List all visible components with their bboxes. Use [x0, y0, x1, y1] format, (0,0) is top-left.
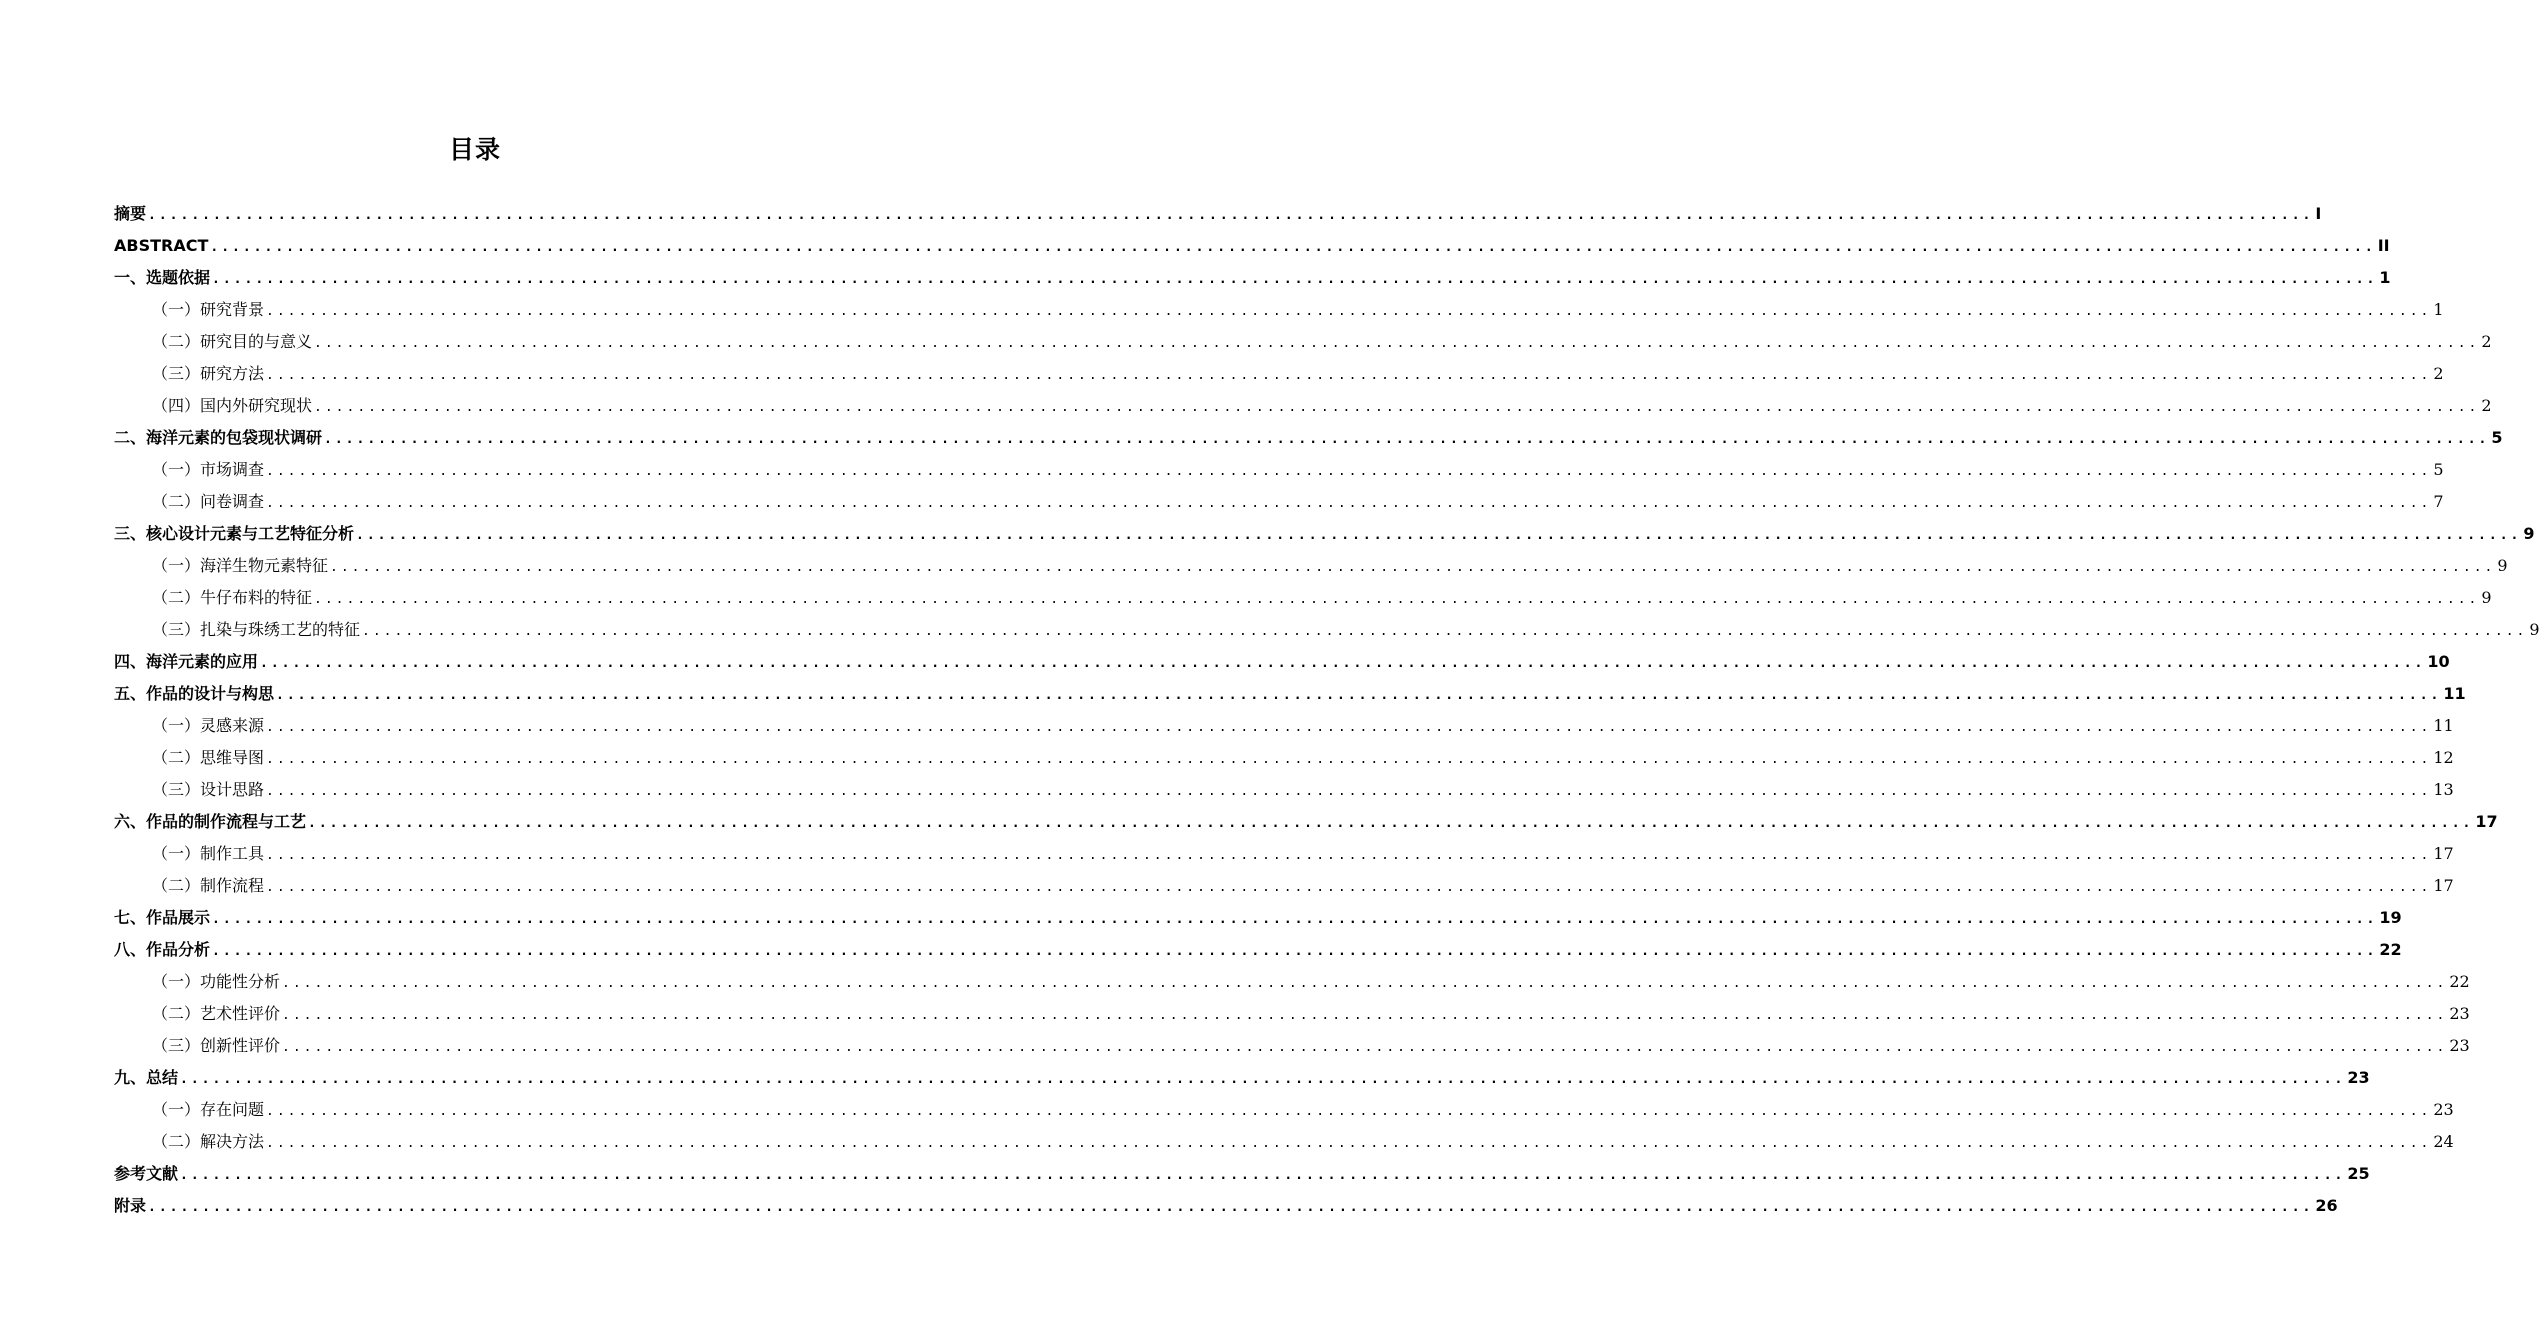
toc-entry-page-number: 23: [2347, 1068, 2370, 1087]
toc-dot-leader: ........................................................................................................................................................................................................: [210, 240, 2376, 255]
toc-dot-leader: ........................................................................................................................................................................................................: [260, 656, 2426, 671]
toc-dot-leader: ........................................................................................................................................................................................................: [148, 208, 2314, 223]
toc-entry-section[interactable]: [114, 998, 2470, 1030]
toc-entry-label: ABSTRACT: [114, 236, 209, 255]
toc-entry-label: 三、核心设计元素与工艺特征分析: [114, 524, 355, 543]
toc-entry-chapter[interactable]: [114, 422, 2503, 454]
toc-entry-chapter[interactable]: [114, 934, 2402, 966]
toc-entry-section[interactable]: [114, 358, 2444, 390]
toc-entry-label: （一）灵感来源: [152, 716, 265, 735]
toc-entry-page-number: 11: [2433, 716, 2454, 735]
toc-entry-page-number: 1: [2379, 268, 2391, 287]
toc-entry-page-number: 9: [2481, 588, 2492, 607]
toc-entry-page-number: II: [2377, 236, 2390, 255]
toc-dot-leader: ........................................................................................................................................................................................................: [282, 976, 2448, 991]
toc-entry-section[interactable]: [114, 454, 2444, 486]
toc-dot-leader: ........................................................................................................................................................................................................: [314, 336, 2480, 351]
toc-dot-leader: ........................................................................................................................................................................................................: [276, 688, 2442, 703]
toc-entry-section[interactable]: [114, 390, 2492, 422]
toc-entry-chapter[interactable]: [114, 806, 2498, 838]
toc-entry-page-number: 12: [2433, 748, 2454, 767]
toc-entry-section[interactable]: [114, 294, 2444, 326]
toc-dot-leader: ........................................................................................................................................................................................................: [148, 1200, 2314, 1215]
toc-entry-page-number: 22: [2379, 940, 2402, 959]
toc-entry-label: 二、海洋元素的包袋现状调研: [114, 428, 323, 447]
toc-dot-leader: ........................................................................................................................................................................................................: [212, 912, 2378, 927]
toc-entry-section[interactable]: [114, 1030, 2470, 1062]
toc-entry-page-number: 9: [2529, 620, 2540, 639]
toc-dot-leader: ........................................................................................................................................................................................................: [266, 720, 2432, 735]
toc-entry-section[interactable]: [114, 774, 2454, 806]
toc-entry-chapter[interactable]: [114, 678, 2466, 710]
toc-entry-label: （二）研究目的与意义: [152, 332, 313, 351]
toc-entry-label: 六、作品的制作流程与工艺: [114, 812, 307, 831]
toc-entry-page-number: 23: [2449, 1036, 2470, 1055]
toc-entry-label: 一、选题依据: [114, 268, 211, 287]
toc-entry-page-number: 22: [2449, 972, 2470, 991]
toc-entry-label: （一）海洋生物元素特征: [152, 556, 329, 575]
toc-dot-leader: ........................................................................................................................................................................................................: [324, 432, 2490, 447]
toc-entry-page-number: 11: [2443, 684, 2466, 703]
toc-dot-leader: ........................................................................................................................................................................................................: [308, 816, 2474, 831]
toc-entry-chapter[interactable]: [114, 262, 2391, 294]
toc-entry-section[interactable]: [114, 742, 2454, 774]
toc-entry-chapter[interactable]: [114, 1062, 2370, 1094]
toc-entry-label: 摘要: [114, 204, 147, 223]
table-of-contents: [114, 198, 2540, 1222]
toc-entry-label: （一）研究背景: [152, 300, 265, 319]
toc-dot-leader: ........................................................................................................................................................................................................: [266, 1136, 2432, 1151]
toc-dot-leader: ........................................................................................................................................................................................................: [266, 752, 2432, 767]
toc-entry-label: 七、作品展示: [114, 908, 211, 927]
toc-dot-leader: ........................................................................................................................................................................................................: [266, 496, 2432, 511]
toc-entry-label: 八、作品分析: [114, 940, 211, 959]
toc-dot-leader: ........................................................................................................................................................................................................: [266, 784, 2432, 799]
toc-entry-page-number: 9: [2497, 556, 2508, 575]
toc-dot-leader: ........................................................................................................................................................................................................: [180, 1072, 2346, 1087]
page-title: 目录: [448, 135, 501, 164]
toc-entry-page-number: 13: [2433, 780, 2454, 799]
toc-entry-page-number: I: [2315, 204, 2322, 223]
toc-entry-page-number: 17: [2433, 844, 2454, 863]
toc-dot-leader: ........................................................................................................................................................................................................: [330, 560, 2496, 575]
toc-entry-label: 九、总结: [114, 1068, 179, 1087]
toc-dot-leader: ........................................................................................................................................................................................................: [314, 592, 2480, 607]
toc-dot-leader: ........................................................................................................................................................................................................: [266, 1104, 2432, 1119]
toc-entry-label: （四）国内外研究现状: [152, 396, 313, 415]
toc-dot-leader: ........................................................................................................................................................................................................: [266, 848, 2432, 863]
toc-dot-leader: ........................................................................................................................................................................................................: [282, 1008, 2448, 1023]
toc-entry-page-number: 17: [2475, 812, 2498, 831]
toc-entry-label: （二）制作流程: [152, 876, 265, 895]
toc-entry-section[interactable]: [114, 614, 2540, 646]
toc-entry-section[interactable]: [114, 486, 2444, 518]
toc-dot-leader: ........................................................................................................................................................................................................: [356, 528, 2522, 543]
toc-entry-chapter[interactable]: [114, 230, 2390, 262]
toc-entry-page-number: 2: [2481, 332, 2492, 351]
toc-entry-label: （一）功能性分析: [152, 972, 281, 991]
toc-entry-page-number: 2: [2481, 396, 2492, 415]
toc-dot-leader: ........................................................................................................................................................................................................: [212, 944, 2378, 959]
toc-entry-label: （一）存在问题: [152, 1100, 265, 1119]
toc-entry-section[interactable]: [114, 870, 2454, 902]
toc-entry-page-number: 9: [2523, 524, 2535, 543]
toc-dot-leader: ........................................................................................................................................................................................................: [282, 1040, 2448, 1055]
toc-entry-section[interactable]: [114, 1094, 2454, 1126]
toc-entry-label: （二）牛仔布料的特征: [152, 588, 313, 607]
toc-entry-chapter[interactable]: [114, 198, 2322, 230]
toc-entry-chapter[interactable]: [114, 1190, 2338, 1222]
toc-entry-section[interactable]: [114, 1126, 2454, 1158]
toc-dot-leader: ........................................................................................................................................................................................................: [180, 1168, 2346, 1183]
toc-entry-chapter[interactable]: [114, 518, 2535, 550]
toc-entry-page-number: 5: [2491, 428, 2503, 447]
toc-entry-page-number: 1: [2433, 300, 2444, 319]
toc-entry-label: （三）设计思路: [152, 780, 265, 799]
toc-entry-page-number: 24: [2433, 1132, 2454, 1151]
toc-entry-label: （一）制作工具: [152, 844, 265, 863]
toc-dot-leader: ........................................................................................................................................................................................................: [212, 272, 2378, 287]
toc-entry-page-number: 2: [2433, 364, 2444, 383]
toc-entry-label: （二）思维导图: [152, 748, 265, 767]
toc-entry-page-number: 5: [2433, 460, 2444, 479]
toc-entry-label: （一）市场调查: [152, 460, 265, 479]
toc-entry-label: （二）问卷调查: [152, 492, 265, 511]
toc-dot-leader: ........................................................................................................................................................................................................: [314, 400, 2480, 415]
toc-entry-chapter[interactable]: [114, 902, 2402, 934]
toc-entry-page-number: 19: [2379, 908, 2402, 927]
toc-entry-chapter[interactable]: [114, 646, 2450, 678]
toc-entry-label: （三）研究方法: [152, 364, 265, 383]
toc-entry-chapter[interactable]: [114, 1158, 2370, 1190]
toc-entry-page-number: 25: [2347, 1164, 2370, 1183]
toc-entry-page-number: 10: [2427, 652, 2450, 671]
toc-entry-section[interactable]: [114, 710, 2454, 742]
toc-entry-section[interactable]: [114, 966, 2470, 998]
toc-dot-leader: ........................................................................................................................................................................................................: [266, 880, 2432, 895]
toc-entry-page-number: 23: [2449, 1004, 2470, 1023]
toc-entry-section[interactable]: [114, 582, 2492, 614]
toc-entry-page-number: 23: [2433, 1100, 2454, 1119]
toc-entry-label: （二）艺术性评价: [152, 1004, 281, 1023]
toc-entry-label: （三）扎染与珠绣工艺的特征: [152, 620, 361, 639]
toc-entry-section[interactable]: [114, 838, 2454, 870]
toc-entry-page-number: 7: [2433, 492, 2444, 511]
toc-dot-leader: ........................................................................................................................................................................................................: [362, 624, 2528, 639]
toc-entry-label: 参考文献: [114, 1164, 179, 1183]
toc-dot-leader: ........................................................................................................................................................................................................: [266, 304, 2432, 319]
toc-dot-leader: ........................................................................................................................................................................................................: [266, 368, 2432, 383]
toc-entry-page-number: 26: [2315, 1196, 2338, 1215]
toc-entry-page-number: 17: [2433, 876, 2454, 895]
toc-entry-label: 四、海洋元素的应用: [114, 652, 259, 671]
toc-entry-label: （二）解决方法: [152, 1132, 265, 1151]
toc-entry-section[interactable]: [114, 326, 2492, 358]
toc-entry-label: （三）创新性评价: [152, 1036, 281, 1055]
toc-dot-leader: ........................................................................................................................................................................................................: [266, 464, 2432, 479]
toc-entry-section[interactable]: [114, 550, 2508, 582]
toc-entry-label: 五、作品的设计与构思: [114, 684, 275, 703]
toc-entry-label: 附录: [114, 1196, 147, 1215]
